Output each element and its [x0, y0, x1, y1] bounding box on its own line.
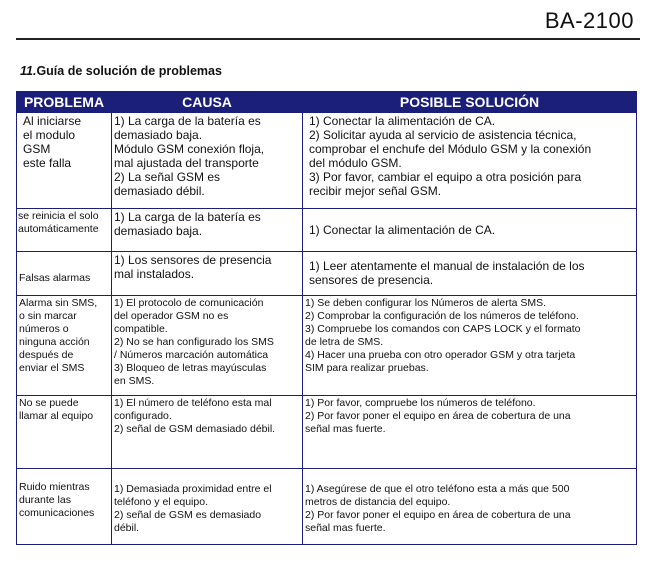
solution-line: 3) Compruebe los comandos con CAPS LOCK y el formato	[305, 323, 581, 335]
solution-line: señal mas fuerte.	[305, 522, 386, 534]
problem-line: durante las	[19, 494, 71, 506]
section-title-text: Guía de solución de problemas	[36, 64, 222, 78]
cause-line: 1) El protocolo de comunicación	[114, 297, 264, 309]
column-header-problem: PROBLEMA	[17, 92, 112, 113]
solution-line: comprobar el enchufe del Módulo GSM y la conexión	[309, 142, 592, 156]
solution-line: 1) Leer atentamente el manual de instalación de los	[309, 259, 585, 273]
model-code: BA-2100	[544, 8, 634, 33]
solution-line: 1) Conectar la alimentación de CA.	[309, 222, 496, 237]
cause-line: 1) Los sensores de presencia	[114, 253, 272, 267]
cause-line: en SMS.	[114, 375, 155, 387]
solution-line: metros de distancia del equipo.	[305, 496, 451, 508]
problem-line: se reinicia el solo	[18, 210, 99, 222]
problem-line: ninguna acción	[19, 336, 90, 348]
solution-line: 2) Solicitar ayuda al servicio de asistencia técnica,	[309, 128, 577, 142]
column-header-solution: POSIBLE SOLUCIÓN	[303, 92, 637, 113]
cause-line: débil.	[114, 522, 140, 534]
cause-line: 2) señal de GSM demasiado débil.	[114, 423, 276, 435]
solution-line: del módulo GSM.	[309, 156, 402, 170]
problem-cell	[17, 209, 112, 252]
cause-line: mal instalados.	[114, 267, 195, 281]
section-title	[20, 64, 222, 78]
cause-line: 3) Bloqueo de letras mayúsculas	[114, 362, 267, 374]
solution-line: 1) Conectar la alimentación de CA.	[309, 114, 496, 128]
header-rule	[16, 38, 640, 40]
problem-line: después de	[19, 349, 74, 361]
problem-line: números o	[19, 323, 69, 335]
solution-line: 2) Comprobar la configuración de los números de teléfono.	[305, 310, 579, 322]
cause-cell	[112, 296, 303, 396]
cause-line: demasiado baja.	[114, 128, 203, 142]
problem-cell	[17, 296, 112, 396]
solution-line: 1) Asegúrese de que el otro teléfono esta a más que 500	[305, 483, 570, 495]
solution-cell	[303, 469, 637, 545]
cause-line: 2) señal de GSM es demasiado	[114, 509, 262, 521]
solution-line: señal mas fuerte.	[305, 423, 386, 435]
cause-line: 1) El número de teléfono esta mal	[114, 397, 272, 409]
solution-cell	[303, 296, 637, 396]
column-header-cause: CAUSA	[112, 92, 303, 113]
problem-line: Falsas alarmas	[19, 272, 91, 284]
solution-line: sensores de presencia.	[309, 273, 434, 287]
problem-cell	[17, 113, 112, 209]
problem-line: No se puede	[19, 397, 79, 409]
solution-line: de letra de SMS.	[305, 336, 384, 348]
problem-line: o sin marcar	[19, 310, 77, 322]
problem-line: enviar el SMS	[19, 362, 85, 374]
problem-line: comunicaciones	[19, 507, 95, 519]
solution-line: recibir mejor señal GSM.	[309, 184, 442, 198]
problem-line: Ruido mientras	[19, 481, 90, 493]
cause-line: 2) No se han configurado los SMS	[114, 336, 274, 348]
cause-cell	[112, 252, 303, 296]
cause-cell	[112, 396, 303, 469]
problem-line: llamar al equipo	[19, 410, 94, 422]
solution-line: 4) Hacer una prueba con otro operador GSM y otra tarjeta	[305, 349, 576, 361]
problem-line: Alarma sin SMS,	[19, 297, 98, 309]
solution-line: 3) Por favor, cambiar el equipo a otra posición para	[309, 170, 582, 184]
problem-line: GSM	[23, 142, 51, 156]
problem-line: este falla	[23, 156, 72, 170]
cause-cell	[112, 113, 303, 209]
table-row	[17, 113, 637, 209]
cause-line: compatible.	[114, 323, 168, 335]
problem-cell	[17, 469, 112, 545]
cause-line: 1) La carga de la batería es	[114, 210, 261, 224]
solution-line: SIM para realizar pruebas.	[305, 362, 429, 374]
problem-cell	[17, 396, 112, 469]
problem-cell	[17, 252, 112, 296]
problem-line: automáticamente	[18, 223, 99, 235]
solution-cell	[303, 209, 637, 252]
table-row	[17, 209, 637, 252]
problem-line: el modulo	[23, 128, 76, 142]
table-row	[17, 296, 637, 396]
cause-line: demasiado baja.	[114, 224, 203, 238]
table-row	[17, 252, 637, 296]
problem-line: Al iniciarse	[23, 114, 82, 128]
cause-line: 1) La carga de la batería es	[114, 114, 261, 128]
cause-line: teléfono y el equipo.	[114, 496, 208, 508]
solution-line: 2) Por favor poner el equipo en área de cobertura de una	[305, 410, 571, 422]
cause-line: mal ajustada del transporte	[114, 156, 259, 170]
cause-cell	[112, 209, 303, 252]
cause-cell	[112, 469, 303, 545]
solution-cell	[303, 396, 637, 469]
cause-line: Módulo GSM conexión floja,	[114, 142, 265, 156]
solution-cell	[303, 113, 637, 209]
solution-line: 2) Por favor poner el equipo en área de cobertura de una	[305, 509, 571, 521]
cause-line: del operador GSM no es	[114, 310, 229, 322]
cause-line: 1) Demasiada proximidad entre el	[114, 483, 272, 495]
cause-line: 2) La señal GSM es	[114, 170, 221, 184]
table-row	[17, 396, 637, 469]
cause-line: demasiado débil.	[114, 184, 205, 198]
solution-line: 1) Por favor, compruebe los números de teléfono.	[305, 397, 536, 409]
solution-cell	[303, 252, 637, 296]
section-number: 11.	[20, 64, 37, 78]
table-row	[17, 469, 637, 545]
cause-line: / Números marcación automática	[114, 349, 269, 361]
table-header-row	[17, 92, 637, 113]
cause-line: configurado.	[114, 410, 172, 422]
troubleshooting-table	[16, 91, 637, 545]
solution-line: 1) Se deben configurar los Números de alerta SMS.	[305, 297, 547, 309]
